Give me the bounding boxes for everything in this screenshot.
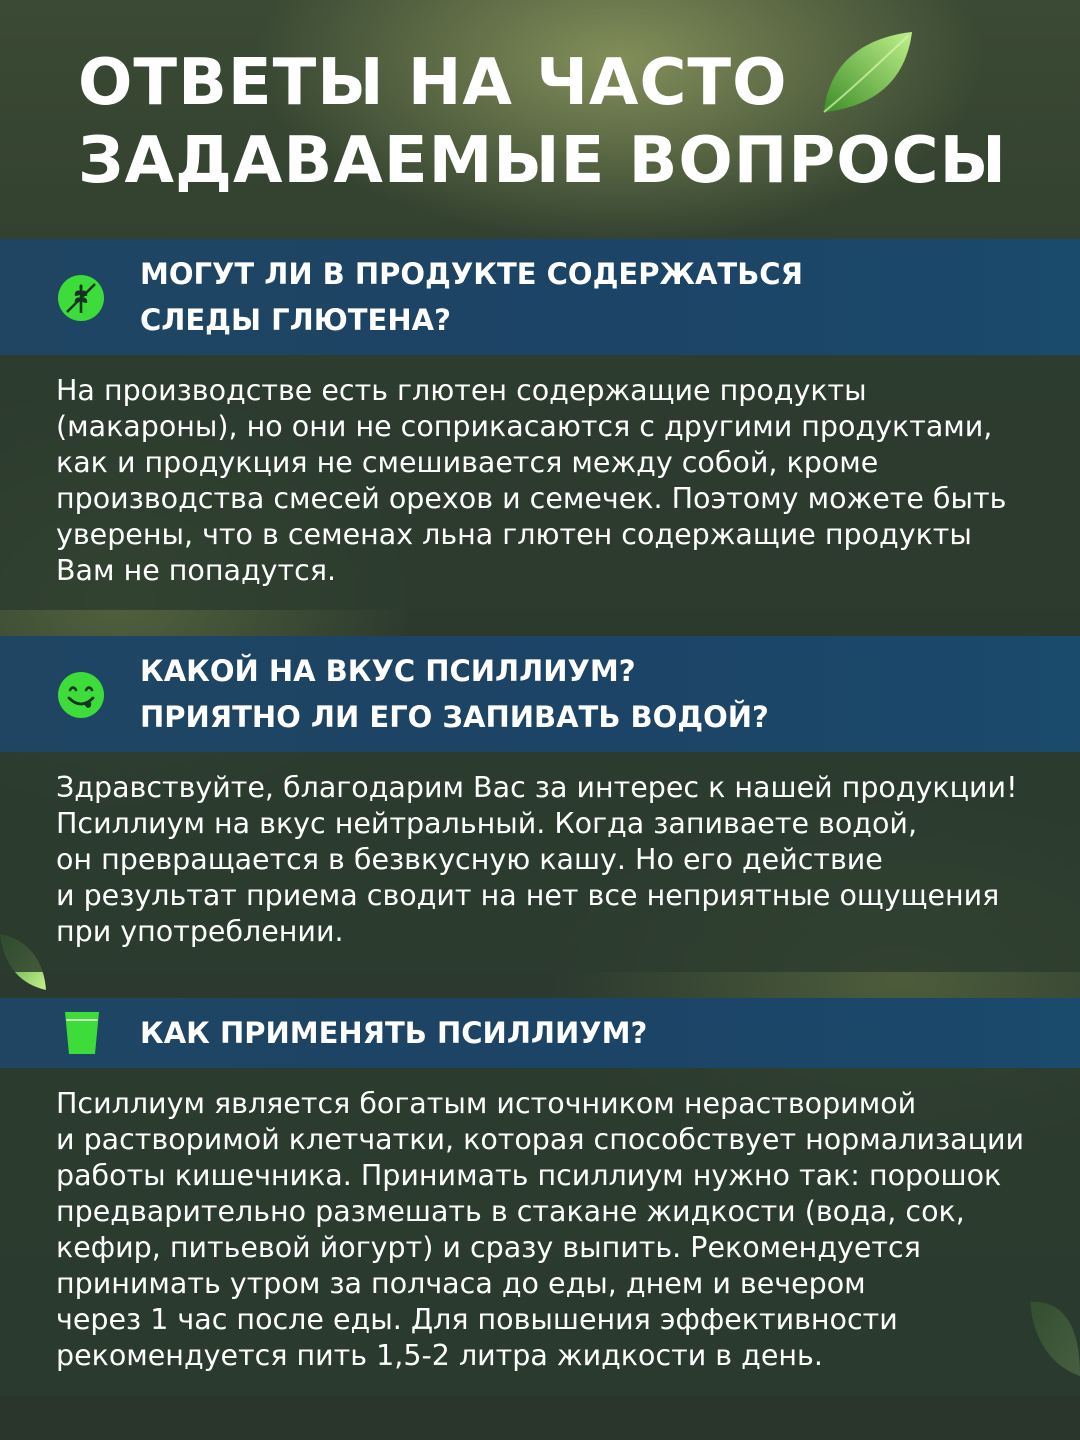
faq-question-bar [0,636,1080,752]
faq-answer-line: и растворимой клетчатки, которая способствует нормализации [56,1123,1025,1156]
faq-question-line: КАК ПРИМЕНЯТЬ ПСИЛЛИУМ? [140,1016,648,1050]
faq-answer-line: принимать утром за полчаса до еды, днем и вечером [56,1267,866,1300]
faq-answer [56,770,1060,950]
faq-answer-line: уверены, что в семенах льна глютен содержащие продукты [56,518,972,551]
page-title-line: ЗАДАВАЕМЫЕ ВОПРОСЫ [78,124,1007,198]
faq-answer-line: Здравствуйте, благодарим Вас за интерес к нашей продукции! [56,771,1018,804]
faq-question-line: МОГУТ ЛИ В ПРОДУКТЕ СОДЕРЖАТЬСЯ [140,257,803,291]
faq-answer-box [0,752,1080,972]
faq-answer-box [0,1068,1080,1396]
faq-answer-line: На производстве есть глютен содержащие продукты [56,374,867,407]
faq-answer-line: Вам не попадутся. [56,554,337,587]
faq-answer-line: как и продукция не смешивается между собой, кроме [56,446,879,479]
faq-answer-line: (макароны), но они не соприкасаются с другими продуктами, [56,410,993,443]
faq-answer-line: производства смесей орехов и семечек. Поэтому можете быть [56,482,1007,515]
glass-of-water-icon [62,1010,102,1056]
faq-answer-line: при употреблении. [56,915,344,948]
faq-answer-line: работы кишечника. Принимать псиллиум нужно так: порошок [56,1159,1002,1192]
faq-question [140,251,803,343]
faq-answer-line: и результат приема сводит на нет все неприятные ощущения [56,879,1000,912]
faq-question-bar [0,998,1080,1068]
faq-answer [56,1086,1060,1374]
faq-answer-line: через 1 час после еды. Для повышения эффективности [56,1303,898,1336]
faq-question-line: ПРИЯТНО ЛИ ЕГО ЗАПИВАТЬ ВОДОЙ? [140,700,769,734]
smiley-taste-icon [56,670,106,720]
faq-answer-line: он превращается в безвкусную кашу. Но его действие [56,843,883,876]
faq-question-line: СЛЕДЫ ГЛЮТЕНА? [140,303,451,337]
faq-answer-line: Псиллиум является богатым источником нерастворимой [56,1087,917,1120]
page-title [78,44,1007,200]
page-title-line: ОТВЕТЫ НА ЧАСТО [78,46,788,120]
gluten-free-icon [56,273,106,323]
faq-question-line: КАКОЙ НА ВКУС ПСИЛЛИУМ? [140,654,636,688]
faq-question [140,648,769,740]
faq-answer-box [0,355,1080,610]
faq-answer [56,373,1060,589]
faq-question-bar [0,239,1080,355]
faq-question [140,1010,647,1056]
faq-answer-line: Псиллиум на вкус нейтральный. Когда запиваете водой, [56,807,917,840]
faq-answer-line: рекомендуется пить 1,5-2 литра жидкости в день. [56,1339,823,1372]
faq-answer-line: предварительно размешать в стакане жидкости (вода, сок, [56,1195,965,1228]
faq-answer-line: кефир, питьевой йогурт) и сразу выпить. Рекомендуется [56,1231,921,1264]
